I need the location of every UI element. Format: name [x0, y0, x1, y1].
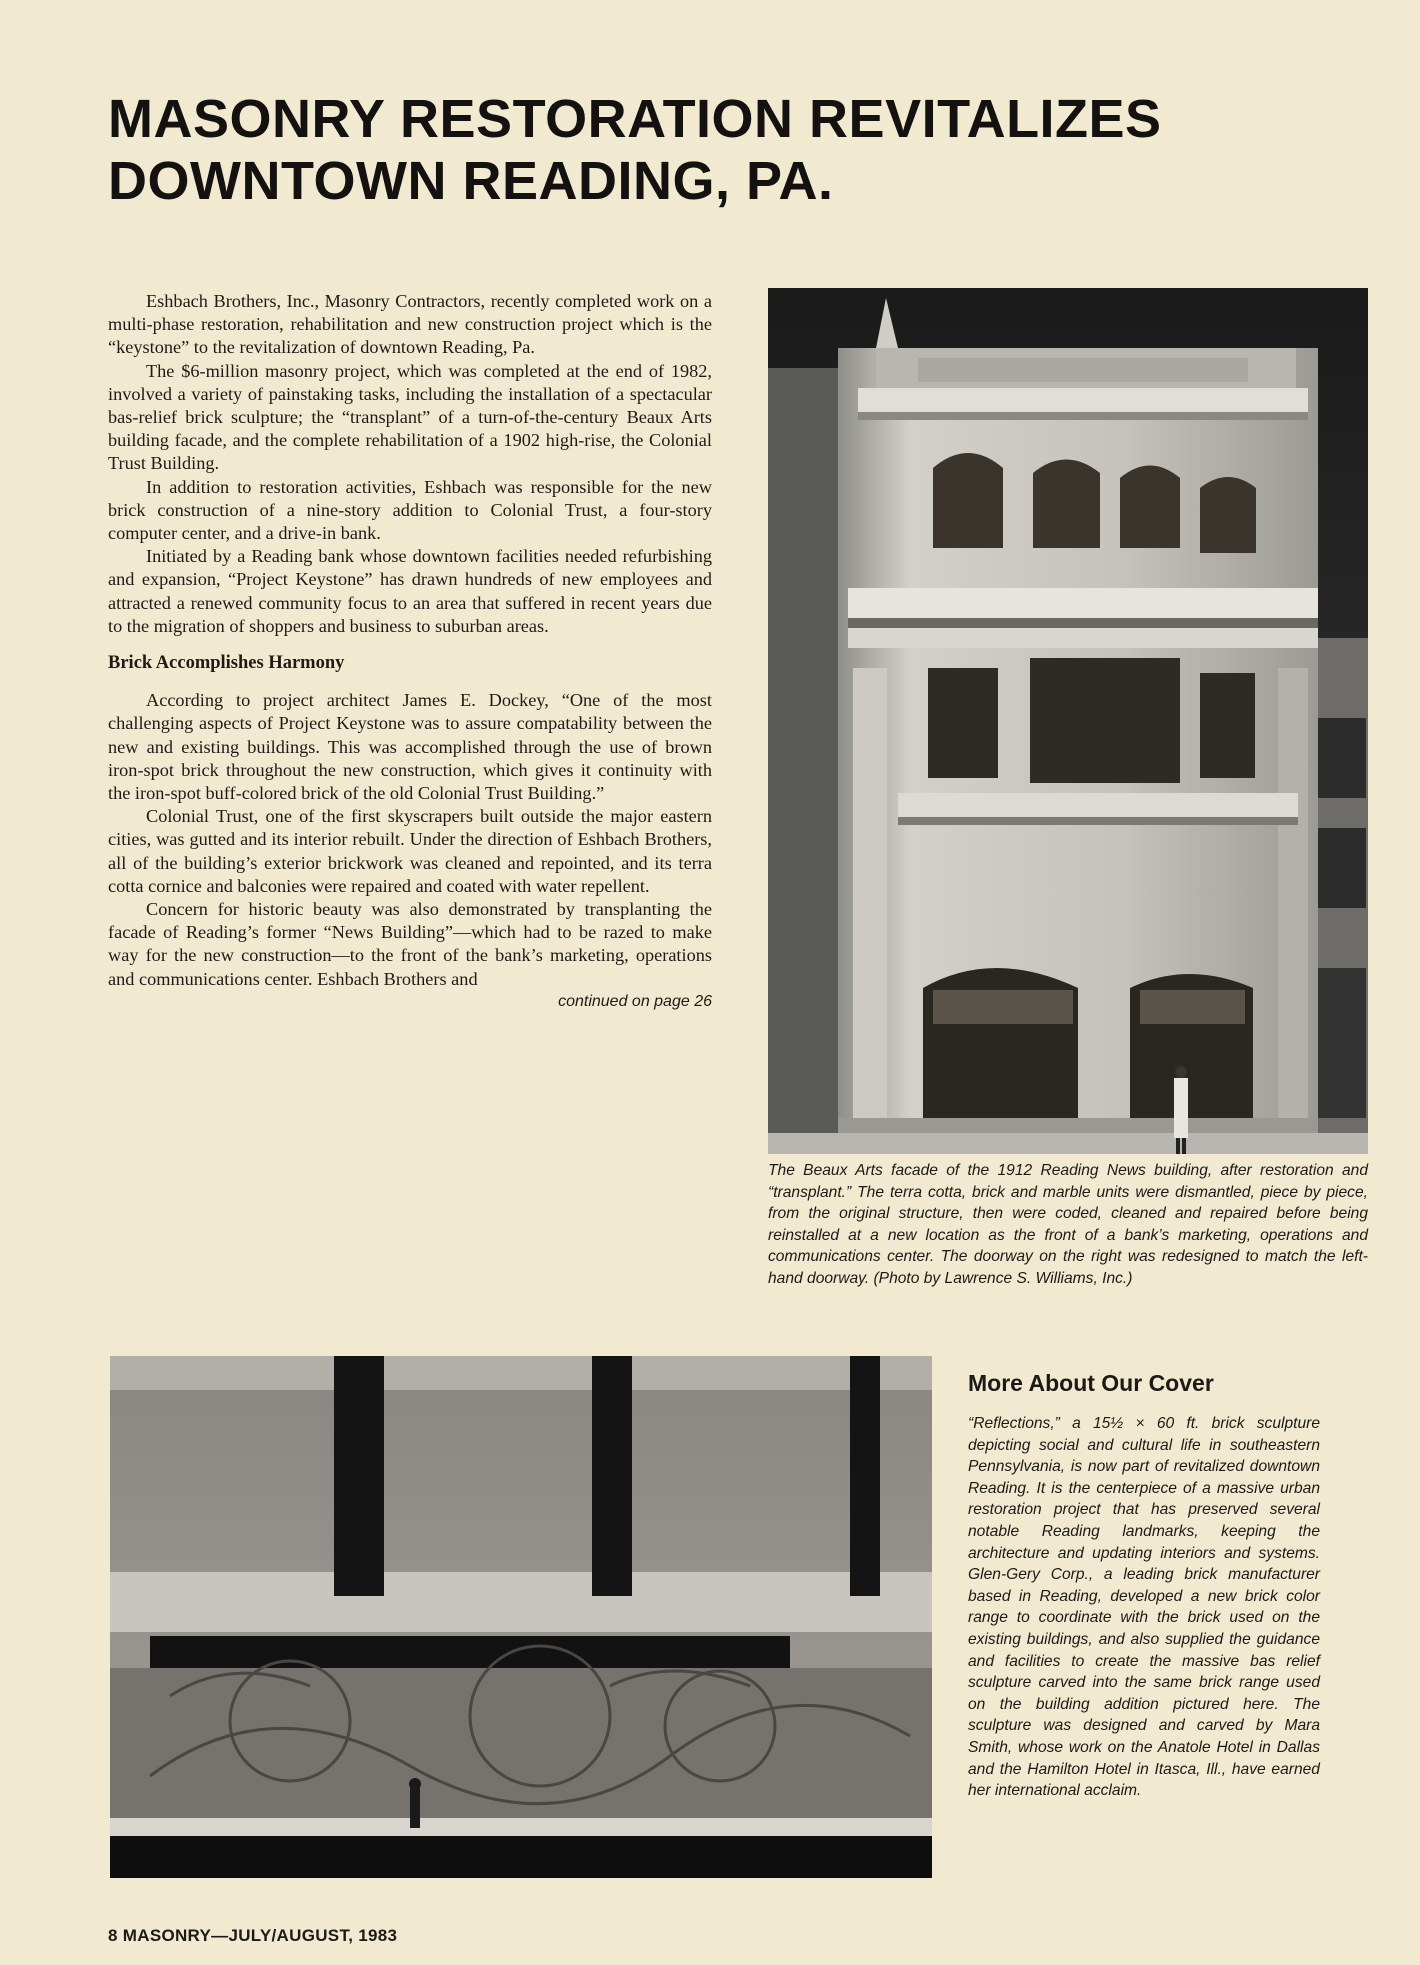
- section-subheading: Brick Accomplishes Harmony: [108, 653, 345, 674]
- facade-photo: [768, 288, 1368, 1154]
- facade-photo-caption: The Beaux Arts facade of the 1912 Reading News building, after restoration and “transplant.” The terra cotta, brick and marble units were dismantled, piece by piece, from the original structure, then were coded, cleaned and repaired before being reinstalled at a new location as the front of a bank’s marketing, operations and communications center. The doorway on the right was redesigned to match the left-hand doorway. (Photo by Lawrence S. Williams, Inc.): [768, 1162, 1368, 1287]
- body-paragraph: The $6-million masonry project, which was completed at the end of 1982, involved a variety of painstaking tasks, including the installation of a spectacular bas-relief brick sculpture; the “transplant” of a turn-of-the-century Beaux Arts building facade, and the complete rehabilitation of a 1902 high-rise, the Colonial Trust Building.: [108, 360, 712, 474]
- body-paragraph: Initiated by a Reading bank whose downtown facilities needed refurbishing and expansion, “Project Keystone” has drawn hundreds of new employees and attracted a renewed community focus to an area that suffered in recent years due to the migration of shoppers and business to suburban areas.: [108, 546, 712, 636]
- body-paragraph: Concern for historic beauty was also demonstrated by transplanting the facade of Reading’s former “News Building”—which had to be razed to make way for the new construction—to the front of the bank’s marketing, operations and communications center. Eshbach Brothers and: [108, 899, 712, 989]
- body-paragraph: According to project architect James E. Dockey, “One of the most challenging aspects of Project Keystone was to assure compatability between the new and existing buildings. This was accomplished through the use of brown iron-spot brick throughout the new construction, which gives it continuity with the iron-spot buff-colored brick of the old Colonial Trust Building.”: [108, 690, 712, 804]
- page-footer: 8 MASONRY—JULY/AUGUST, 1983: [108, 1926, 398, 1945]
- body-paragraph: Colonial Trust, one of the first skyscrapers built outside the major eastern cities, was gutted and its interior rebuilt. Under the direction of Eshbach Brothers, all of the building’s exterior brickwork was cleaned and repointed, and its terra cotta cornice and balconies were repaired and coated with water repellent.: [108, 806, 712, 896]
- article-title-line-2: DOWNTOWN READING, PA.: [108, 151, 834, 211]
- sculpture-photo-image: [110, 1356, 932, 1878]
- body-paragraph: Eshbach Brothers, Inc., Masonry Contractors, recently completed work on a multi-phase restoration, rehabilitation and new construction project which is the “keystone” to the revitalization of downtown Reading, Pa.: [108, 291, 712, 358]
- sculpture-photo: [110, 1356, 932, 1878]
- body-paragraph: In addition to restoration activities, Eshbach was responsible for the new brick construction of a nine-story addition to Colonial Trust, a four-story computer center, and a drive-in bank.: [108, 476, 712, 544]
- article-title-line-1: MASONRY RESTORATION REVITALIZES: [108, 89, 1162, 149]
- cover-sidebar: [968, 1370, 1320, 1802]
- article-body: [108, 290, 712, 1013]
- cover-heading: More About Our Cover: [968, 1370, 1214, 1396]
- continued-note: continued on page 26: [558, 992, 712, 1010]
- cover-text: “Reflections,” a 15½ × 60 ft. brick sculpture depicting social and cultural life in southeastern Pennsylvania, is now part of revitalized downtown Reading. It is the centerpiece of a massive urban restoration project that has preserved several notable Reading landmarks, keeping the architecture and updating interiors and systems. Glen-Gery Corp., a leading brick manufacturer based in Reading, developed a new brick color range to coordinate with the brick used on the existing buildings, and also supplied the guidance and facilities to create the massive bas relief sculpture carved into the same brick range used on the building addition pictured here. The sculpture was designed and carved by Mara Smith, whose work on the Anatole Hotel in Dallas and the Hamilton Hotel in Itasca, Ill., have earned her international acclaim.: [968, 1415, 1320, 1800]
- facade-photo-image: [768, 288, 1368, 1154]
- article-title: [108, 88, 1308, 212]
